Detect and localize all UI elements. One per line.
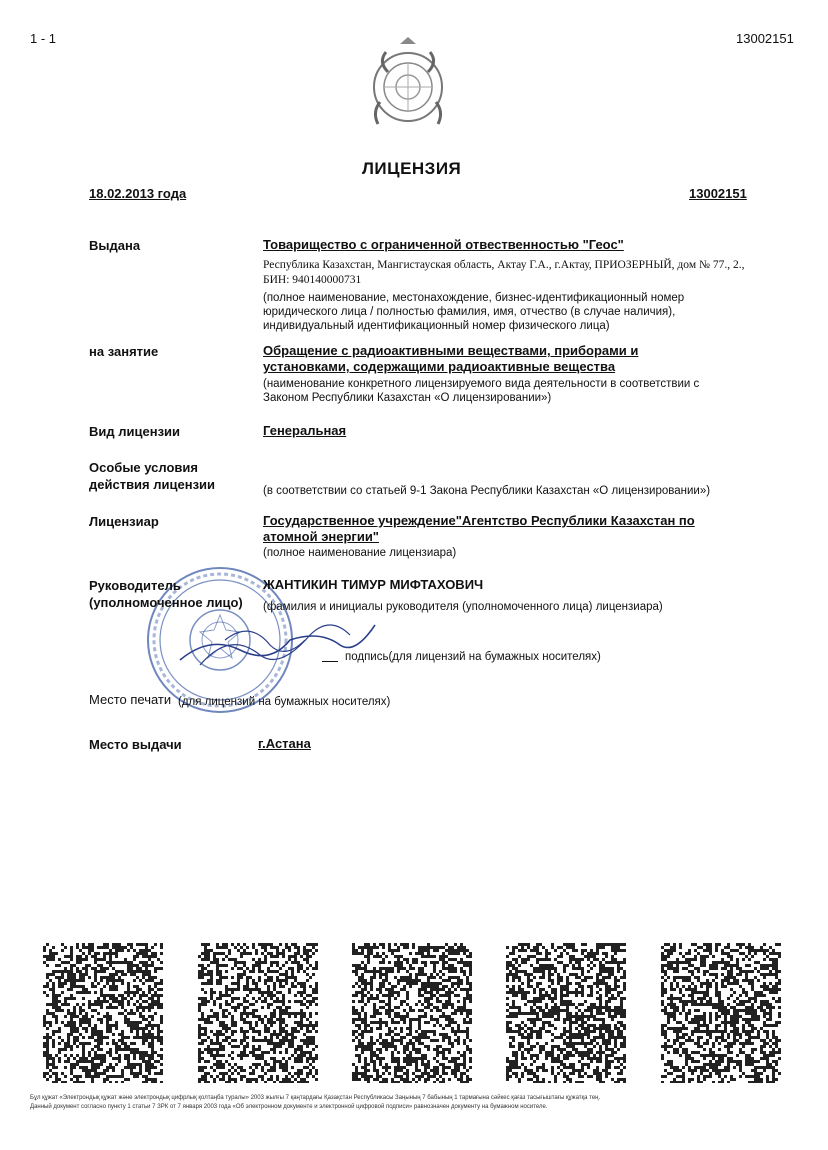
special-conditions-label: Особые условия действия лицензии — [89, 460, 216, 492]
special-conditions-note: (в соответствии со статьей 9-1 Закона Республики Казахстан «О лицензировании») — [263, 485, 711, 497]
seal-place-label: Место печати — [89, 692, 172, 707]
qr-code-3 — [352, 943, 472, 1083]
license-type-value: Генеральная — [263, 423, 347, 438]
licensor-note: (полное наименование лицензиара) — [263, 547, 457, 559]
issued-to-value: Товарищество с ограниченной отвественностью "Геос" — [263, 237, 624, 252]
issued-to-label: Выдана — [89, 238, 141, 253]
issue-date: 18.02.2013 года — [89, 186, 187, 201]
page-label: 1 - 1 — [30, 31, 57, 46]
footer-text — [30, 1094, 800, 1112]
footer-line-1: Бұл құжат «Электрондық құжат және электрондық цифрлық қолтаңба туралы» 2003 жылғы 7 қаңтардағы Қазақстан Республикасы Заңының 7 бабының 1 тармағына сәйкес қағаз тасығыштағы құжатқа тең. — [30, 1095, 601, 1101]
head-value: ЖАНТИКИН ТИМУР МИФТАХОВИЧ — [263, 577, 484, 592]
license-type-label: Вид лицензии — [89, 424, 181, 439]
activity-value: Обращение с радиоактивными веществами, приборами и установками, содержащими радиоактивные вещества — [263, 343, 639, 374]
doc-number-top: 13002151 — [736, 31, 794, 46]
activity-note: (наименование конкретного лицензируемого вида деятельности в соответствии с Законом Республики Казахстан «О лицензировании») — [263, 378, 700, 404]
signature-line — [322, 661, 338, 662]
footer-line-2: Данный документ согласно пункту 1 статьи 7 ЗРК от 7 января 2003 года «Об электронном документе и электронной цифровой подписи» равнозначен документу на бумажном носителе. — [30, 1104, 548, 1110]
state-emblem — [358, 32, 458, 132]
place-label: Место выдачи — [89, 737, 182, 752]
seal-place-note: (для лицензий на бумажных носителях) — [178, 696, 391, 708]
qr-code-4 — [506, 943, 626, 1083]
signature-note: подпись(для лицензий на бумажных носителях) — [345, 651, 601, 663]
licensor-value: Государственное учреждение"Агентство Республики Казахстан по атомной энергии" — [263, 513, 695, 544]
document-title: ЛИЦЕНЗИЯ — [362, 159, 462, 178]
license-number: 13002151 — [689, 186, 747, 201]
signature-scribble — [170, 600, 390, 680]
issued-to-note: (полное наименование, местонахождение, бизнес-идентификационный номер юридического лица / полностью фамилия, имя, отчество (в случае наличия), индивидуальный идентификационный номер физического лица) — [263, 292, 685, 332]
head-label: Руководитель (уполномоченное лицо) — [89, 578, 243, 610]
qr-code-2 — [198, 943, 318, 1083]
qr-code-1 — [43, 943, 163, 1083]
place-value: г.Астана — [258, 736, 311, 751]
activity-label: на занятие — [89, 344, 159, 359]
licensor-label: Лицензиар — [89, 514, 159, 529]
head-note: (фамилия и инициалы руководителя (уполномоченного лица) лицензиара) — [263, 601, 663, 613]
qr-code-5 — [661, 943, 781, 1083]
issued-to-address: Республика Казахстан, Мангистауская область, Актау Г.А., г.Актау, ПРИОЗЕРНЫЙ, дом № 77., 2., БИН: 940140000731 — [263, 259, 745, 286]
